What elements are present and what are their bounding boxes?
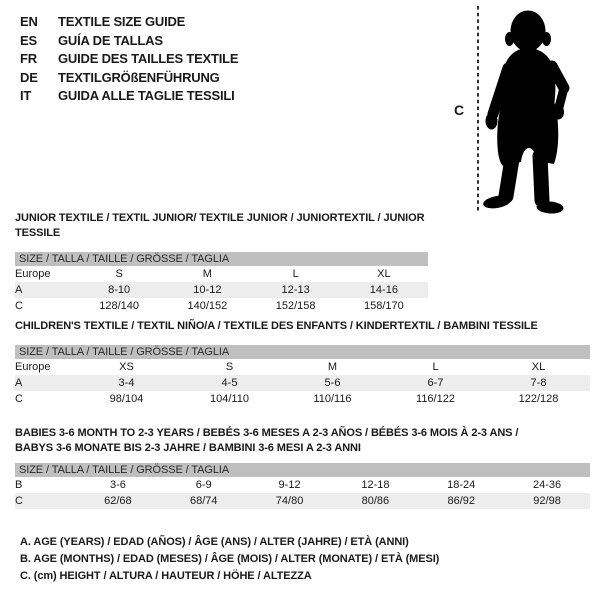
language-item — [20, 13, 238, 32]
value-cell: L — [432, 361, 439, 373]
value-cell: 152/158 — [275, 300, 316, 312]
language-code: DE — [20, 69, 38, 85]
footnote-line: C. (cm) HEIGHT / ALTURA / HAUTEUR / HÖHE / ALTEZZA — [20, 570, 312, 582]
value-cell: M — [202, 268, 212, 280]
value-cell: 9-12 — [278, 479, 301, 491]
value-cell: 86/92 — [418, 493, 504, 509]
value-cell: 98/104 — [109, 393, 144, 405]
row-label-cell: B — [15, 479, 23, 491]
size-header-cell: SIZE / TALLA / TAILLE / GRÖSSE / TAGLIA — [15, 345, 590, 359]
size-header-row — [15, 463, 590, 477]
value-cell: 62/68 — [75, 493, 161, 509]
language-item — [20, 32, 238, 51]
language-label: GUIDA ALLE TAGLIE TESSILI — [58, 88, 235, 103]
table-row — [15, 391, 590, 407]
row-label-cell: C — [15, 393, 23, 405]
value-cell: 3-4 — [75, 375, 178, 391]
value-cell: S — [115, 268, 123, 280]
language-label: GUÍA DE TALLAS — [58, 32, 163, 48]
value-cell: 68/74 — [161, 493, 247, 509]
size-header-cell: SIZE / TALLA / TAILLE / GRÖSSE / TAGLIA — [15, 252, 428, 266]
height-reference-label: C — [453, 102, 465, 118]
value-cell: 116/122 — [416, 393, 455, 405]
value-cell: 7-8 — [487, 375, 590, 391]
table-row — [15, 375, 590, 391]
junior-table-title — [15, 211, 428, 241]
table-title-line: CHILDREN'S TEXTILE / TEXTIL NIÑO/A / TEXTILE DES ENFANTS / KINDERTEXTIL / BAMBINI TESSILE — [15, 320, 538, 332]
table-title-line: BABIES 3-6 MONTH TO 2-3 YEARS / BEBÉS 3-6 MESES A 2-3 AÑOS / BÉBÉS 3-6 MOIS À 2-3 ANS / — [15, 427, 519, 439]
size-table — [15, 252, 428, 314]
language-label: TEXTILGRÖßENFÜHRUNG — [58, 69, 220, 85]
row-label-cell: C — [15, 493, 75, 509]
value-cell: 104/110 — [210, 393, 249, 405]
value-cell: 12-18 — [361, 479, 390, 491]
row-label-cell: Europe — [15, 268, 51, 280]
row-label-cell: C — [15, 300, 23, 312]
value-cell: 74/80 — [247, 493, 333, 509]
language-code: IT — [20, 88, 32, 103]
value-cell: 6-9 — [195, 479, 212, 491]
value-cell: 24-36 — [533, 479, 562, 491]
language-item — [20, 87, 238, 106]
table-row — [15, 266, 428, 282]
value-cell: 18-24 — [447, 479, 476, 491]
language-code: EN — [20, 14, 38, 29]
table-row — [15, 282, 428, 298]
toddler-silhouette-graphic — [470, 4, 600, 216]
value-cell: 140/152 — [187, 300, 228, 312]
value-cell: 122/128 — [518, 393, 559, 405]
size-table — [15, 463, 590, 509]
junior-size-table — [15, 252, 428, 314]
language-code: ES — [20, 32, 37, 48]
footnote-legend — [20, 534, 439, 585]
children-table-title — [15, 319, 590, 334]
value-cell: S — [225, 361, 234, 373]
language-label: TEXTILE SIZE GUIDE — [58, 14, 186, 29]
value-cell: 3-6 — [109, 479, 126, 491]
table-row — [15, 298, 428, 314]
value-cell: 5-6 — [281, 375, 384, 391]
toddler-figure — [470, 4, 600, 216]
children-size-table — [15, 345, 590, 407]
baby-silhouette — [482, 11, 564, 215]
footnote-line: B. AGE (MONTHS) / EDAD (MESES) / ÂGE (MOIS) / ALTER (MONATE) / ETÀ (MESI) — [20, 553, 440, 565]
language-item — [20, 69, 238, 88]
babies-table-title — [15, 426, 590, 456]
babies-size-table — [15, 463, 590, 509]
table-row — [15, 359, 590, 375]
value-cell: 12-13 — [252, 282, 340, 298]
row-label-cell: A — [15, 375, 75, 391]
babies-table-section — [15, 426, 590, 509]
value-cell: 92/98 — [504, 493, 590, 509]
value-cell: XL — [531, 361, 546, 373]
table-row — [15, 493, 590, 509]
value-cell: M — [327, 361, 338, 373]
value-cell: 8-10 — [75, 282, 163, 298]
language-label: GUIDE DES TAILLES TEXTILE — [58, 51, 239, 66]
size-header-row — [15, 252, 428, 266]
value-cell: XL — [377, 268, 391, 280]
value-cell: L — [292, 268, 299, 280]
children-table-section — [15, 319, 590, 407]
size-header-cell: SIZE / TALLA / TAILLE / GRÖSSE / TAGLIA — [15, 463, 590, 477]
value-cell: 128/140 — [99, 300, 139, 312]
table-title-line: BABYS 3-6 MONATE BIS 2-3 JAHRE / BAMBINI 3-6 MESI A 2-3 ANNI — [15, 442, 361, 454]
row-label-cell: A — [15, 282, 75, 298]
size-header-row — [15, 345, 590, 359]
table-row — [15, 477, 590, 493]
language-list — [20, 13, 238, 106]
value-cell: 10-12 — [163, 282, 251, 298]
footnote-line: A. AGE (YEARS) / EDAD (AÑOS) / ÂGE (ANS) / ALTER (JAHRE) / ETÀ (ANNI) — [20, 536, 409, 548]
junior-table-section — [15, 211, 428, 314]
table-title-line: JUNIOR TEXTILE / TEXTIL JUNIOR/ TEXTILE JUNIOR / JUNIORTEXTIL / JUNIOR TESSILE — [15, 212, 425, 239]
row-label-cell: Europe — [15, 361, 51, 373]
value-cell: 6-7 — [384, 375, 487, 391]
value-cell: 4-5 — [178, 375, 281, 391]
size-table — [15, 345, 590, 407]
language-code: FR — [20, 51, 37, 66]
value-cell: XS — [119, 361, 134, 373]
language-item — [20, 50, 238, 69]
value-cell: 110/116 — [313, 393, 352, 405]
value-cell: 80/86 — [332, 493, 418, 509]
value-cell: 158/170 — [363, 300, 404, 312]
value-cell: 14-16 — [340, 282, 428, 298]
